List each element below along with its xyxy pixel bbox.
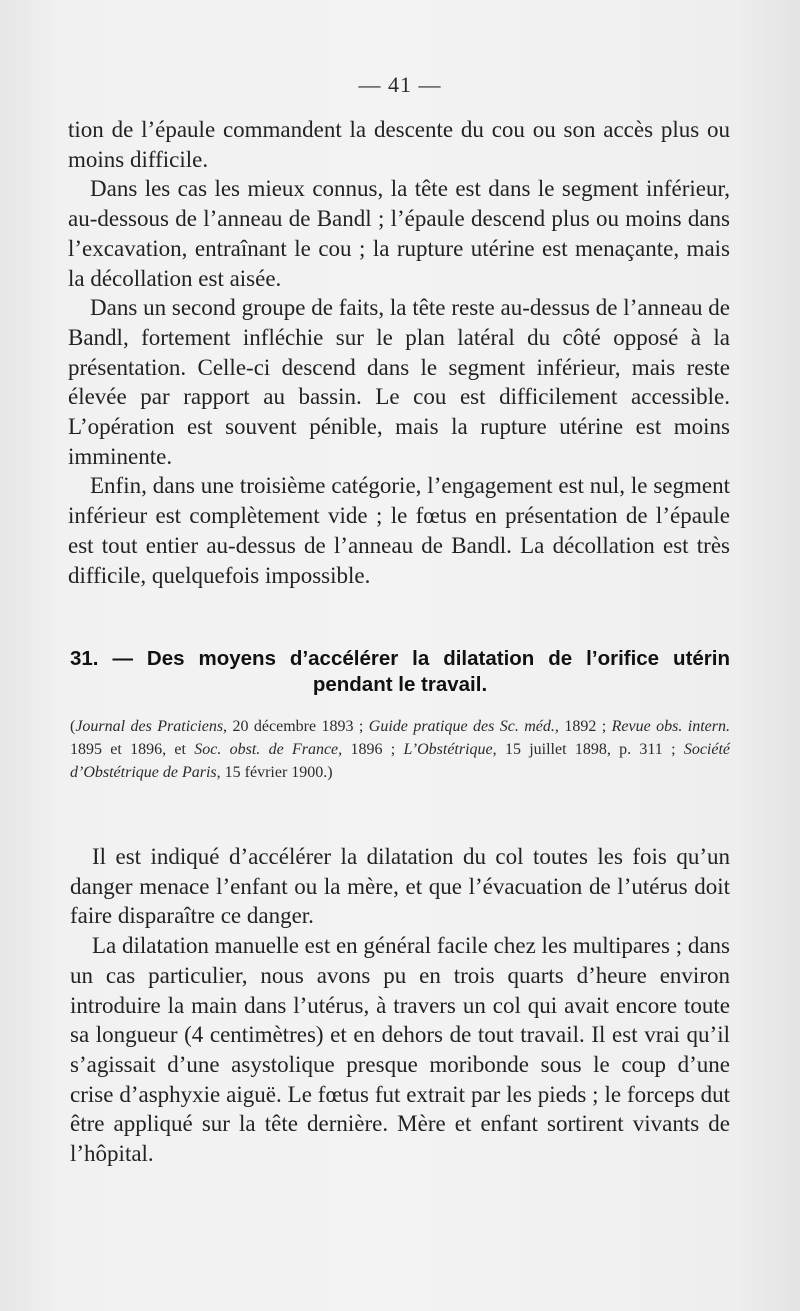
paragraph: La dilatation manuelle est en général facile chez les multipares ; dans un cas particulier, nous avons pu en trois quarts d’heure environ introduire la main dans l’utérus, à travers un col qui avait encore toute sa longueur (4 centimètres) et en dehors de tout travail. Il est vrai qu’il s’agissait d’une asystolique presque moribonde sous le coup d’une crise d’asphyxie aiguë. Le fœtus fut extrait par les pieds ; le forceps dut être appliqué sur la tête dernière. Mère et enfant sortirent vivants de l’hôpital.	[70, 933, 730, 1167]
ref-source: L’Obstétrique	[403, 741, 493, 758]
ref-source: Journal des Praticiens	[75, 718, 224, 735]
ref-source: Revue obs. intern.	[611, 718, 730, 735]
ref-detail: , 1896 ;	[338, 741, 404, 758]
paragraph-continuation: tion de l’épaule commandent la descente du cou ou son accès plus ou moins difficile.	[68, 117, 730, 172]
bibliographic-reference	[70, 715, 730, 784]
paragraph: Enfin, dans une troisième catégorie, l’engagement est nul, le segment inférieur est complètement vide ; le fœtus en présentation de l’épaule est tout entier au-dessus de l’anneau de Bandl. La décollation est très difficile, quelquefois impossible.	[68, 473, 730, 588]
ref-source: Société d’Obstétrique de Paris	[70, 741, 731, 781]
ref-detail: 1895 et 1896, et	[70, 741, 195, 758]
page-number: — 41 —	[358, 72, 442, 97]
paragraph: Dans les cas les mieux connus, la tête est dans le segment inférieur, au-dessous de l’anneau de Bandl ; l’épaule descend plus ou moins dans l’excavation, entraînant le cou ; la rupture utérine est menaçante, mais la décollation est aisée.	[68, 176, 730, 291]
text-block-top	[68, 115, 730, 590]
ref-detail: , 1892 ;	[554, 718, 612, 735]
section-heading	[70, 646, 730, 698]
paragraph: Il est indiqué d’accélérer la dilatation du col toutes les fois qu’un danger menace l’enfant ou la mère, et que l’évacuation de l’utérus doit faire disparaître ce danger.	[70, 844, 730, 929]
ref-source: Soc. obst. de France	[194, 741, 339, 758]
ref-detail: , 20 décembre 1893 ;	[223, 718, 369, 735]
ref-open: (	[70, 718, 76, 735]
ref-detail: , 15 février 1900.)	[216, 764, 333, 781]
paragraph: Dans un second groupe de faits, la tête reste au-dessus de l’anneau de Bandl, fortement infléchie sur le plan latéral du côté opposé à la présentation. Celle-ci descend dans le segment inférieur, mais reste élevée par rapport au bassin. Le cou est difficilement accessible. L’opération est souvent pénible, mais la rupture utérine est moins imminente.	[68, 295, 730, 469]
section-heading-line2: pendant le travail.	[312, 673, 488, 696]
text-block-bottom	[70, 842, 730, 1169]
ref-source: Guide pratique des Sc. méd.	[368, 718, 555, 735]
ref-detail: , 15 juillet 1898, p. 311 ;	[492, 741, 684, 758]
section-heading-line1: 31. — Des moyens d’accélérer la dilatation de l’orifice utérin	[70, 647, 730, 670]
